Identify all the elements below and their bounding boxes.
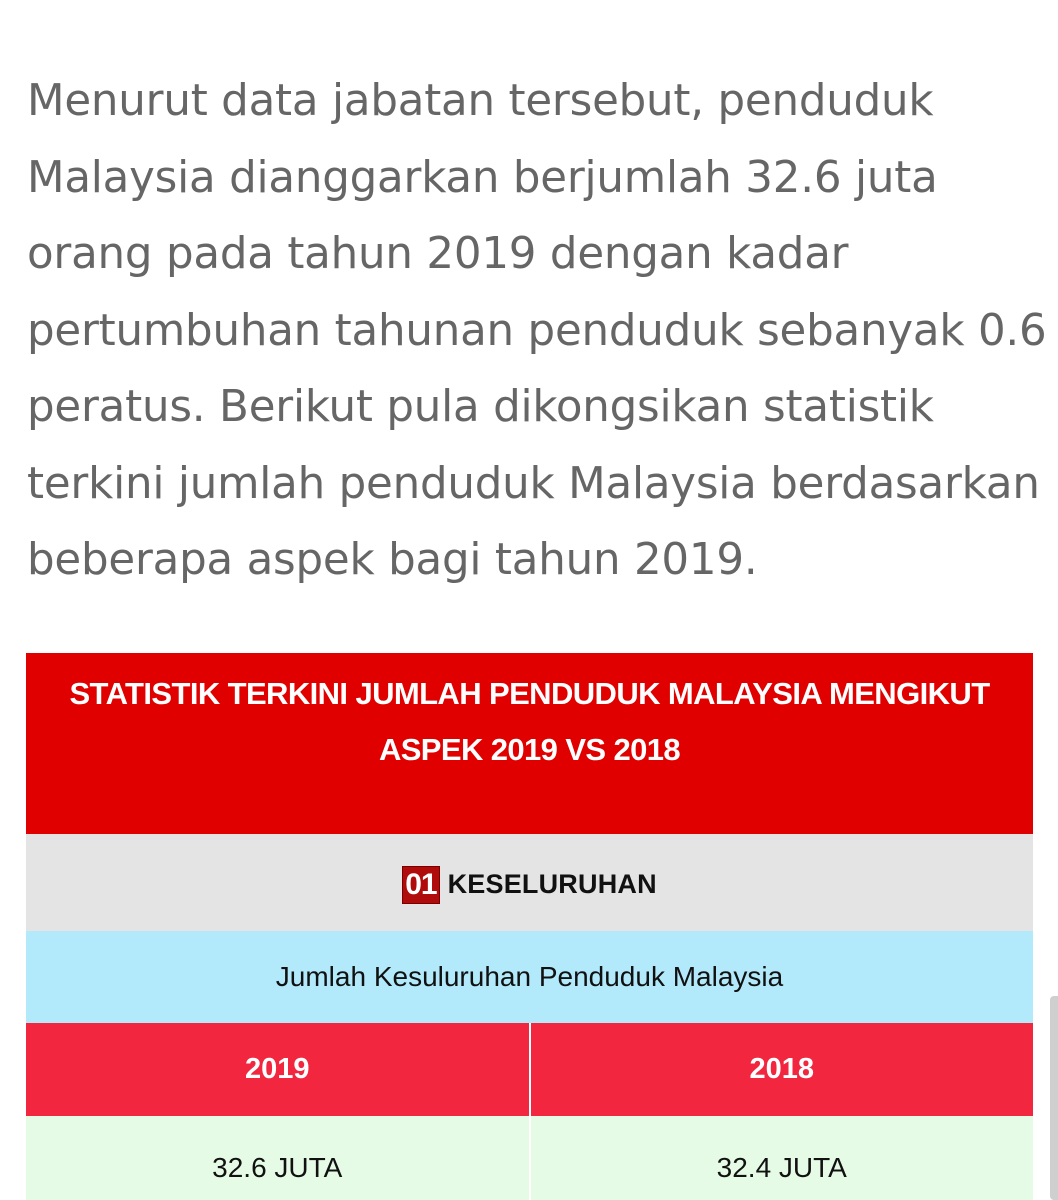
section-title: KESELURUHAN <box>447 869 657 899</box>
value-cell-2018: 32.4 JUTA <box>529 1116 1034 1200</box>
table-subtitle: Jumlah Kesuluruhan Penduduk Malaysia <box>26 931 1033 1023</box>
paragraph-line: terkini jumlah penduduk Malaysia berdasarkan <box>27 458 1040 509</box>
value-cell-2019: 32.6 JUTA <box>26 1116 529 1200</box>
column-header-2019: 2019 <box>26 1023 529 1116</box>
paragraph-line: orang pada tahun 2019 dengan kadar <box>27 229 849 279</box>
section-header <box>26 834 1033 931</box>
statistics-table <box>26 653 1033 1200</box>
paragraph-line: Menurut data jabatan tersebut, penduduk <box>27 76 934 126</box>
table-row <box>26 1116 1033 1200</box>
intro-paragraph <box>27 63 1047 599</box>
paragraph-line: beberapa aspek bagi tahun 2019. <box>27 535 758 585</box>
table-title-line: ASPEK 2019 VS 2018 <box>378 732 681 767</box>
scrollbar-thumb[interactable] <box>1050 996 1058 1200</box>
table-title <box>26 653 1033 834</box>
column-header-2018: 2018 <box>529 1023 1034 1116</box>
paragraph-line: peratus. Berikut pula dikongsikan statistik <box>27 382 934 432</box>
table-header-row <box>26 1023 1033 1116</box>
table-title-line: STATISTIK TERKINI JUMLAH PENDUDUK MALAYSIA MENGIKUT <box>69 676 990 711</box>
paragraph-line: Malaysia dianggarkan berjumlah 32.6 juta <box>27 152 938 203</box>
section-number-badge: 01 <box>402 866 439 904</box>
paragraph-line: pertumbuhan tahunan penduduk sebanyak 0.6 <box>27 305 1047 356</box>
